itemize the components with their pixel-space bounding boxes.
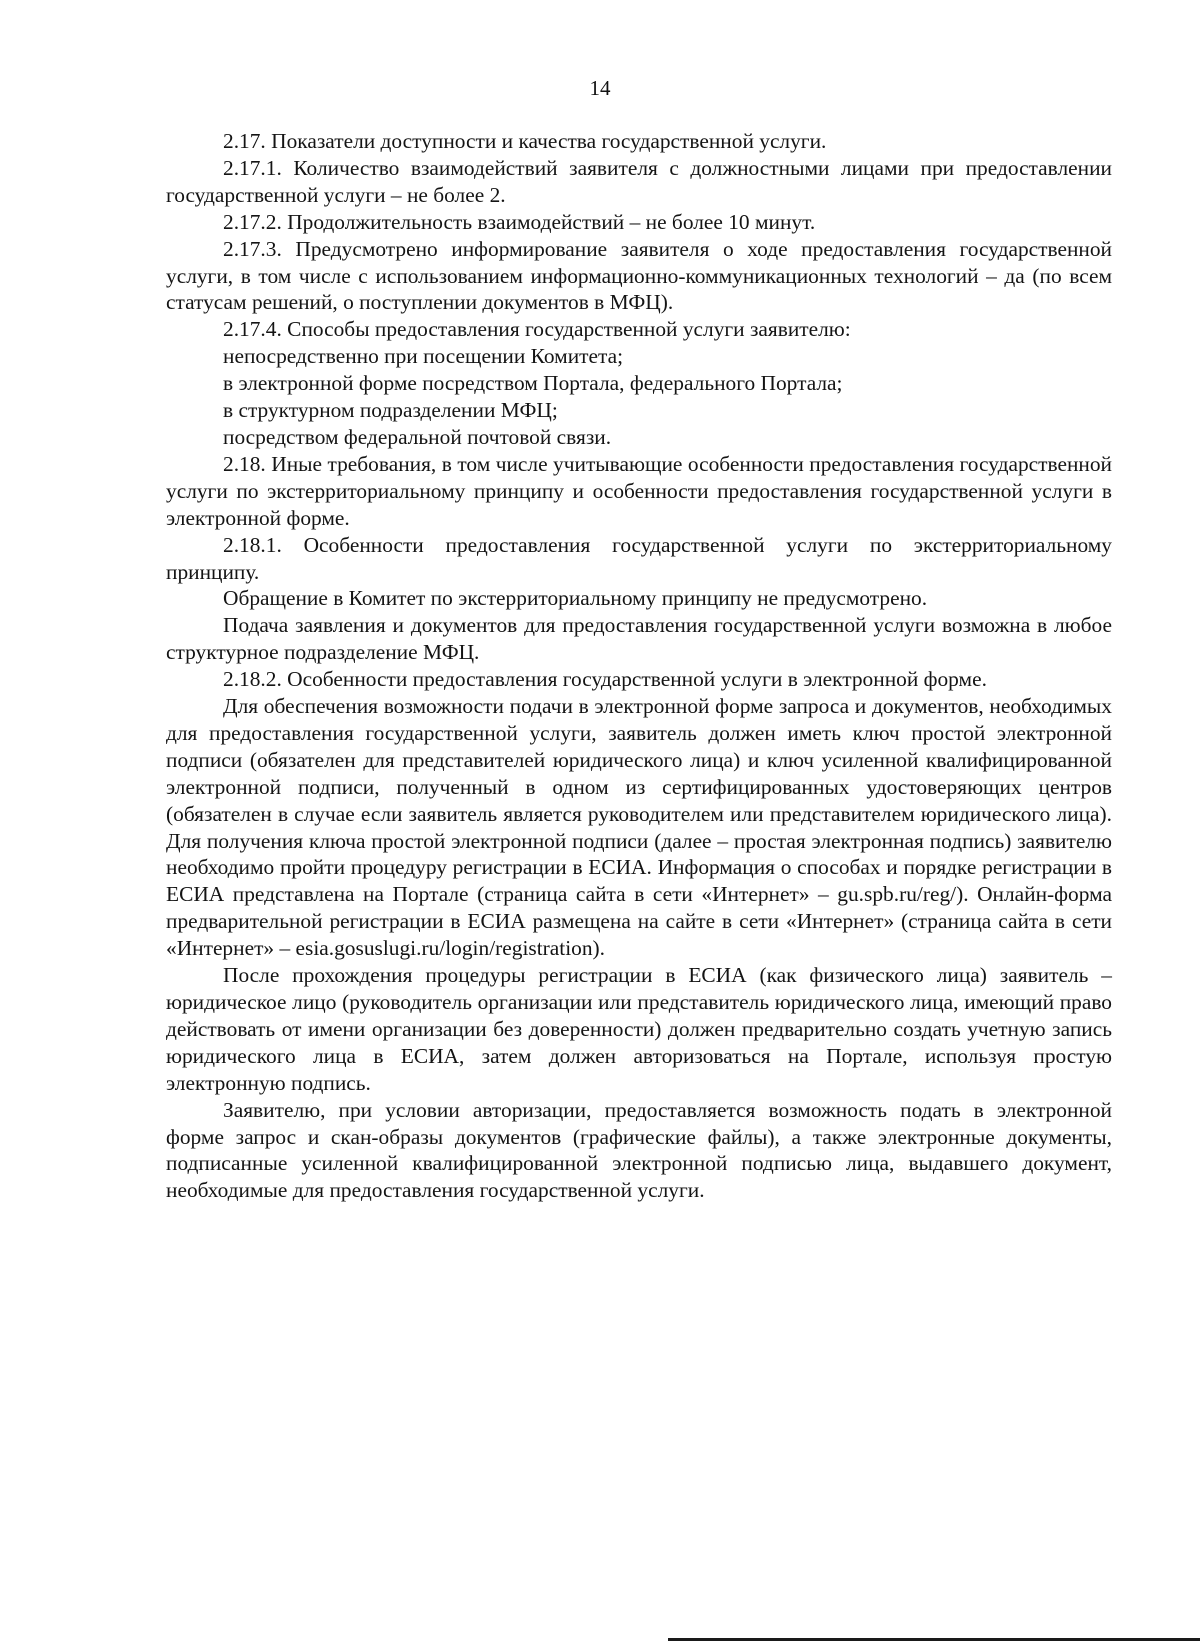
paragraph-authorization: Заявителю, при условии авторизации, предоставляется возможность подать в электронной форме запрос и скан-образы документов (графические файлы), а также электронные документы, подписанные усиленной квалифицированной электронной подписью лица, выдавшего документ, необходимые для предоставления государственной услуги. — [166, 1097, 1112, 1203]
paragraph-2-17-1: 2.17.1. Количество взаимодействий заявителя с должностными лицами при предоставлении государственной услуги – не более 2. — [166, 155, 1112, 207]
paragraph-2-17-2: 2.17.2. Продолжительность взаимодействий – не более 10 минут. — [223, 209, 816, 234]
paragraph-extraterritorial-mfc: Подача заявления и документов для предоставления государственной услуги возможна в любое структурное подразделение МФЦ. — [166, 613, 1112, 665]
paragraph-2-18-1: 2.18.1. Особенности предоставления государственной услуги по экстерриториальному принципу. — [166, 532, 1112, 584]
scan-edge-line — [668, 1638, 1200, 1641]
document-body — [166, 128, 1112, 1204]
paragraph-2-18: 2.18. Иные требования, в том числе учитывающие особенности предоставления государственной услуги по экстерриториальному принципу и особенности предоставления государственной услуги в электронной форме. — [166, 451, 1112, 530]
list-item-mfc: в структурном подразделении МФЦ; — [223, 398, 558, 423]
paragraph-2-17: 2.17. Показатели доступности и качества государственной услуги. — [223, 129, 827, 153]
paragraph-2-17-4: 2.17.4. Способы предоставления государственной услуги заявителю: — [223, 317, 851, 342]
paragraph-esia-registration: После прохождения процедуры регистрации в ЕСИА (как физического лица) заявитель – юридическое лицо (руководитель организации или представитель юридического лица, имеющий право действовать от имени организации без доверенности) должен предварительно создать учетную запись юридического лица в ЕСИА, затем должен авторизоваться на Портале, используя простую электронную подпись. — [166, 963, 1112, 1095]
list-item-postal: посредством федеральной почтовой связи. — [223, 424, 612, 449]
page-number: 14 — [589, 76, 611, 100]
paragraph-2-18-2: 2.18.2. Особенности предоставления государственной услуги в электронной форме. — [223, 667, 987, 692]
paragraph-2-17-3: 2.17.3. Предусмотрено информирование заявителя о ходе предоставления государственной услуги, в том числе с использованием информационно-коммуникационных технологий – да (по всем статусам решений, о поступлении документов в МФЦ). — [166, 236, 1112, 315]
list-item-committee-visit: непосредственно при посещении Комитета; — [223, 344, 624, 369]
paragraph-electronic-signature: Для обеспечения возможности подачи в электронной форме запроса и документов, необходимых для предоставления государственной услуги, заявитель должен иметь ключ простой электронной подписи (обязателен для представителей юридического лица) и ключ усиленной квалифицированной электронной подписи, полученный в одном из сертифицированных удостоверяющих центров (обязателен в случае если заявитель является руководителем или представителем юридического лица). Для получения ключа простой электронной подписи (далее – простая электронная подпись) заявителю необходимо пройти процедуру регистрации в ЕСИА. Информация о способах и порядке регистрации в ЕСИА представлена на Портале (страница сайта в сети «Интернет» – gu.spb.ru/reg/). Онлайн-форма предварительной регистрации в ЕСИА размещена на сайте в сети «Интернет» (страница сайта в сети «Интернет» – esia.gosuslugi.ru/login/registration). — [166, 694, 1112, 961]
paragraph-extraterritorial-committee: Обращение в Комитет по экстерриториальному принципу не предусмотрено. — [223, 586, 928, 611]
list-item-portal: в электронной форме посредством Портала, федерального Портала; — [223, 371, 843, 396]
